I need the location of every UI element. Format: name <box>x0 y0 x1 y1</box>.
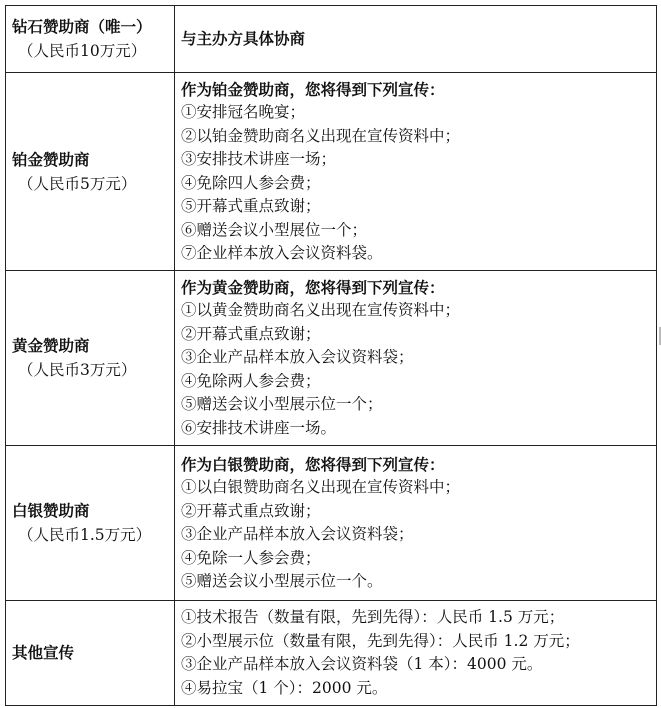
level-cell <box>6 271 175 446</box>
benefits-cell <box>175 601 657 706</box>
benefit-item: ④免除四人参会费； <box>181 173 321 192</box>
benefit-item: ②开幕式重点致谢； <box>181 324 321 343</box>
benefits-cell <box>175 446 657 601</box>
level-name: 黄金赞助商 <box>12 336 90 355</box>
level-cell <box>6 73 175 271</box>
benefit-item: ③企业产品样本放入会议资料袋（1 本）：4000 元。 <box>181 655 543 673</box>
table-row-silver <box>6 446 657 601</box>
benefit-item: ①以白银赞助商名义出现在宣传资料中； <box>181 478 461 496</box>
table-row-other <box>6 601 657 706</box>
benefit-item: ③安排技术讲座一场； <box>181 150 337 168</box>
level-price: （人民币5万元） <box>18 174 137 193</box>
benefit-item: ⑤赠送会议小型展示位一个； <box>181 395 383 414</box>
level-price: （人民币3万元） <box>18 361 137 379</box>
table-row-gold <box>6 271 657 446</box>
level-cell <box>6 6 175 73</box>
benefit-item: ④免除两人参会费； <box>181 371 321 390</box>
benefit-text: 与主办方具体协商 <box>181 29 306 48</box>
benefit-item: ③企业产品样本放入会议资料袋； <box>181 348 414 367</box>
benefits-heading: 作为白银赞助商，您将得到下列宣传： <box>181 454 445 474</box>
benefit-item: ①以黄金赞助商名义出现在宣传资料中； <box>181 301 461 320</box>
benefit-item: ①技术报告（数量有限，先到先得）：人民币 1.5 万元； <box>181 608 565 626</box>
level-price: （人民币10万元） <box>18 42 147 60</box>
benefit-item: ⑤开幕式重点致谢； <box>181 197 321 215</box>
benefits-cell <box>175 6 657 73</box>
benefit-item: ③企业产品样本放入会议资料袋； <box>181 525 414 543</box>
benefits-cell <box>175 73 657 271</box>
benefit-item: ④免除一人参会费； <box>181 548 321 567</box>
level-name: 钻石赞助商（唯一） <box>12 17 152 36</box>
table-row-diamond <box>6 6 657 73</box>
level-name: 白银赞助商 <box>12 501 90 520</box>
level-cell <box>6 601 175 706</box>
level-name: 铂金赞助商 <box>12 149 90 169</box>
table-row-platinum <box>6 73 657 271</box>
benefits-cell <box>175 271 657 446</box>
benefit-item: ⑥赠送会议小型展位一个； <box>181 220 368 239</box>
benefit-item: ①安排冠名晚宴； <box>181 103 306 121</box>
benefit-item: ④易拉宝（1 个）：2000 元。 <box>181 678 388 697</box>
level-cell <box>6 446 175 601</box>
benefits-heading: 作为铂金赞助商，您将得到下列宣传： <box>181 79 445 99</box>
sponsorship-table <box>5 5 657 706</box>
benefit-item: ⑦企业样本放入会议资料袋。 <box>181 244 383 262</box>
benefit-item: ②以铂金赞助商名义出现在宣传资料中； <box>181 126 461 145</box>
benefit-item: ⑥安排技术讲座一场。 <box>181 418 337 437</box>
benefits-heading: 作为黄金赞助商，您将得到下列宣传： <box>181 277 445 297</box>
level-name: 其他宣传 <box>12 643 75 662</box>
benefit-item: ②开幕式重点致谢； <box>181 501 321 520</box>
benefit-item: ⑤赠送会议小型展示位一个。 <box>181 572 383 590</box>
benefit-item: ②小型展示位（数量有限，先到先得）：人民币 1.2 万元； <box>181 631 580 650</box>
level-price: （人民币1.5万元） <box>18 526 152 544</box>
